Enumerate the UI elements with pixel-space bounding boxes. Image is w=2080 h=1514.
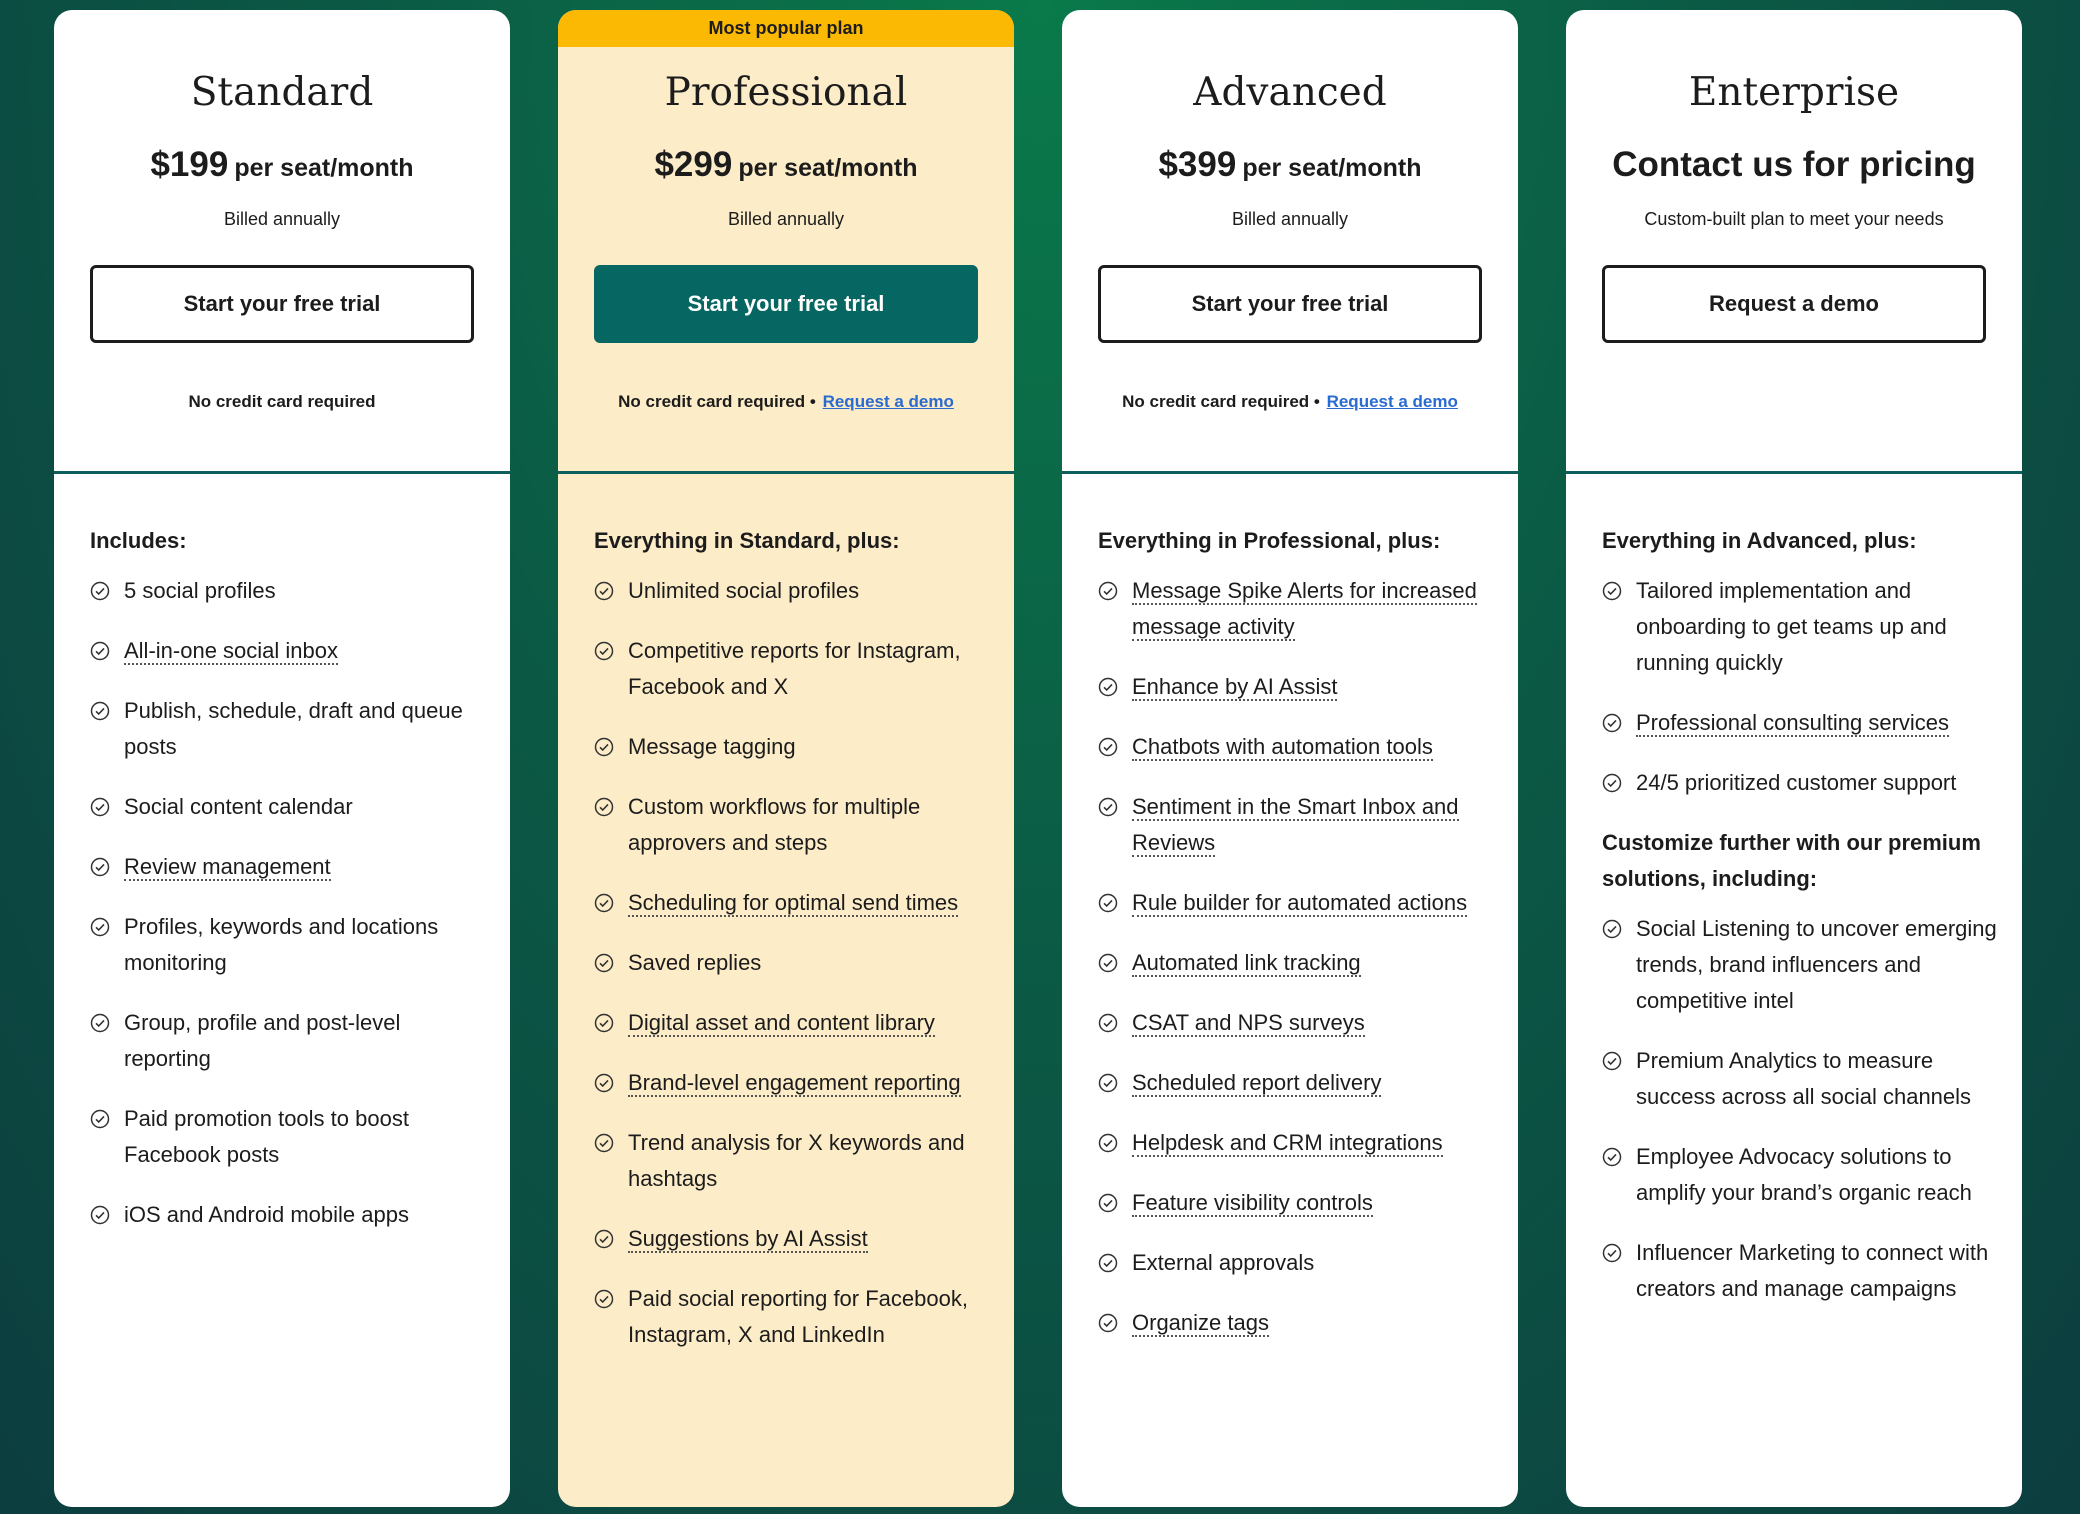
feature-text: Publish, schedule, draft and queue posts — [124, 698, 463, 759]
check-circle-icon — [1098, 1253, 1118, 1273]
request-demo-link[interactable]: Request a demo — [822, 392, 954, 411]
premium-heading: Customize further with our premium solutions, including: — [1602, 830, 1981, 891]
check-circle-icon — [90, 641, 110, 661]
check-circle-icon — [90, 701, 110, 721]
check-circle-icon — [1602, 1147, 1622, 1167]
feature-item — [594, 1065, 994, 1101]
price: $399 — [1158, 145, 1237, 184]
feature-tooltip-link[interactable]: Enhance by AI Assist — [1132, 674, 1338, 699]
start-free-trial-button[interactable]: Start your free trial — [90, 265, 474, 343]
price-line — [1062, 145, 1518, 185]
start-free-trial-button[interactable]: Start your free trial — [1098, 265, 1482, 343]
feature-text: Influencer Marketing to connect with creators and manage campaigns — [1636, 1240, 1989, 1301]
feature-item — [1602, 1043, 2002, 1115]
plan-card-standard — [54, 10, 510, 1507]
feature-text: Premium Analytics to measure success across all social channels — [1636, 1048, 1972, 1109]
plan-header — [1566, 10, 2022, 474]
feature-list — [594, 573, 994, 1353]
feature-list — [1602, 573, 2002, 801]
feature-item — [594, 945, 994, 981]
feature-item — [594, 1221, 994, 1257]
feature-heading: Everything in Professional, plus: — [1098, 528, 1441, 553]
feature-item — [594, 789, 994, 861]
feature-text: Social content calendar — [124, 794, 353, 819]
check-circle-icon — [1098, 581, 1118, 601]
price-line — [54, 145, 510, 185]
check-circle-icon — [90, 917, 110, 937]
feature-item — [1098, 885, 1498, 921]
check-circle-icon — [1602, 919, 1622, 939]
plan-card-enterprise — [1566, 10, 2022, 1507]
feature-item — [1098, 789, 1498, 861]
feature-tooltip-link[interactable]: Brand-level engagement reporting — [628, 1070, 961, 1095]
price-unit: per seat/month — [738, 154, 918, 182]
feature-tooltip-link[interactable]: Digital asset and content library — [628, 1010, 935, 1035]
check-circle-icon — [1098, 1133, 1118, 1153]
feature-list — [90, 573, 490, 1233]
feature-item — [1098, 1305, 1498, 1341]
feature-item — [594, 633, 994, 705]
price: $299 — [654, 145, 733, 184]
no-credit-card-note: No credit card required — [188, 392, 376, 411]
feature-tooltip-link[interactable]: Sentiment in the Smart Inbox and Reviews — [1132, 794, 1459, 855]
feature-item — [1602, 1235, 2002, 1307]
feature-item — [1098, 1185, 1498, 1221]
check-circle-icon — [1602, 773, 1622, 793]
check-circle-icon — [1602, 1243, 1622, 1263]
plan-name: Standard — [190, 70, 374, 115]
check-circle-icon — [1098, 1313, 1118, 1333]
feature-text: Saved replies — [628, 950, 762, 975]
feature-item — [594, 1005, 994, 1041]
check-circle-icon — [90, 1109, 110, 1129]
feature-item — [90, 693, 490, 765]
check-circle-icon — [594, 737, 614, 757]
check-circle-icon — [1602, 1051, 1622, 1071]
feature-tooltip-link[interactable]: Scheduled report delivery — [1132, 1070, 1382, 1095]
check-circle-icon — [1098, 737, 1118, 757]
contact-pricing: Contact us for pricing — [1612, 145, 1976, 184]
feature-item — [90, 849, 490, 885]
feature-text: External approvals — [1132, 1250, 1315, 1275]
no-credit-card-note: No credit card required • — [1122, 392, 1320, 411]
feature-section — [1098, 490, 1498, 1365]
feature-section — [594, 490, 994, 1377]
feature-text: Trend analysis for X keywords and hashtags — [628, 1130, 965, 1191]
feature-item — [1098, 1245, 1498, 1281]
feature-heading: Includes: — [90, 528, 187, 553]
feature-item — [1602, 1139, 2002, 1211]
check-circle-icon — [594, 1073, 614, 1093]
feature-item — [1098, 729, 1498, 765]
feature-item — [1602, 765, 2002, 801]
feature-tooltip-link[interactable]: All-in-one social inbox — [124, 638, 338, 663]
credit-card-note — [558, 392, 1014, 412]
feature-tooltip-link[interactable]: CSAT and NPS surveys — [1132, 1010, 1365, 1035]
feature-item — [594, 573, 994, 609]
feature-item — [90, 1005, 490, 1077]
request-demo-link[interactable]: Request a demo — [1326, 392, 1458, 411]
request-demo-button[interactable]: Request a demo — [1602, 265, 1986, 343]
check-circle-icon — [90, 581, 110, 601]
plan-card-professional — [558, 10, 1014, 1507]
check-circle-icon — [1098, 953, 1118, 973]
feature-item — [594, 1281, 994, 1353]
check-circle-icon — [1602, 713, 1622, 733]
price: $199 — [150, 145, 229, 184]
check-circle-icon — [594, 797, 614, 817]
feature-item — [1602, 911, 2002, 1019]
billing-text: Billed annually — [1231, 209, 1349, 229]
price-line — [558, 145, 1014, 185]
feature-item — [1602, 705, 2002, 741]
feature-tooltip-link[interactable]: Chatbots with automation tools — [1132, 734, 1433, 759]
most-popular-ribbon: Most popular plan — [558, 10, 1014, 47]
check-circle-icon — [594, 581, 614, 601]
feature-list — [1098, 573, 1498, 1341]
feature-text: Custom workflows for multiple approvers and steps — [628, 794, 921, 855]
plan-card-advanced — [1062, 10, 1518, 1507]
feature-item — [90, 1197, 490, 1233]
feature-text: Paid promotion tools to boost Facebook posts — [124, 1106, 409, 1167]
credit-card-note — [1062, 392, 1518, 412]
feature-text: Profiles, keywords and locations monitoring — [124, 914, 439, 975]
feature-tooltip-link[interactable]: Review management — [124, 854, 331, 879]
check-circle-icon — [594, 641, 614, 661]
feature-item — [594, 885, 994, 921]
price-unit: per seat/month — [1242, 154, 1422, 182]
feature-tooltip-link[interactable]: Organize tags — [1132, 1310, 1269, 1335]
feature-text: Tailored implementation and onboarding to get teams up and running quickly — [1636, 578, 1947, 675]
feature-tooltip-link[interactable]: Helpdesk and CRM integrations — [1132, 1130, 1443, 1155]
check-circle-icon — [1098, 893, 1118, 913]
price-line — [1566, 145, 2022, 185]
feature-item — [90, 789, 490, 825]
feature-text: Group, profile and post-level reporting — [124, 1010, 401, 1071]
feature-section — [90, 490, 490, 1257]
feature-heading: Everything in Advanced, plus: — [1602, 528, 1917, 553]
feature-tooltip-link[interactable]: Professional consulting services — [1636, 710, 1950, 735]
feature-item — [1602, 573, 2002, 681]
feature-tooltip-link[interactable]: Scheduling for optimal send times — [628, 890, 959, 915]
feature-text: Paid social reporting for Facebook, Instagram, X and LinkedIn — [628, 1286, 968, 1347]
check-circle-icon — [1098, 1073, 1118, 1093]
feature-item — [1098, 573, 1498, 645]
check-circle-icon — [594, 953, 614, 973]
check-circle-icon — [594, 1013, 614, 1033]
check-circle-icon — [90, 857, 110, 877]
feature-text: Message tagging — [628, 734, 796, 759]
check-circle-icon — [594, 1229, 614, 1249]
feature-item — [1098, 669, 1498, 705]
plan-name: Advanced — [1193, 70, 1387, 115]
premium-feature-list — [1602, 911, 2002, 1307]
billing-text: Custom-built plan to meet your needs — [1644, 209, 1944, 229]
feature-text: Social Listening to uncover emerging trends, brand influencers and competitive intel — [1636, 916, 1997, 1013]
feature-tooltip-link[interactable]: Suggestions by AI Assist — [628, 1226, 868, 1251]
check-circle-icon — [1098, 1193, 1118, 1213]
plan-name: Enterprise — [1688, 70, 1900, 115]
plan-header — [54, 10, 510, 474]
feature-item — [90, 633, 490, 669]
feature-text: iOS and Android mobile apps — [124, 1202, 409, 1227]
check-circle-icon — [1098, 677, 1118, 697]
feature-tooltip-link[interactable]: Feature visibility controls — [1132, 1190, 1373, 1215]
feature-item — [90, 573, 490, 609]
check-circle-icon — [1098, 1013, 1118, 1033]
check-circle-icon — [90, 1013, 110, 1033]
check-circle-icon — [90, 1205, 110, 1225]
feature-text: Employee Advocacy solutions to amplify your brand’s organic reach — [1636, 1144, 1972, 1205]
plan-name: Professional — [664, 70, 908, 115]
feature-item — [1098, 1125, 1498, 1161]
billing-text: Billed annually — [223, 209, 341, 229]
plan-header — [1062, 10, 1518, 474]
feature-text: 24/5 prioritized customer support — [1636, 770, 1957, 795]
check-circle-icon — [594, 1133, 614, 1153]
feature-item — [594, 729, 994, 765]
feature-text: Unlimited social profiles — [628, 578, 860, 603]
feature-item — [1098, 1065, 1498, 1101]
feature-tooltip-link[interactable]: Rule builder for automated actions — [1132, 890, 1468, 915]
plan-header — [558, 10, 1014, 474]
check-circle-icon — [1602, 581, 1622, 601]
feature-item — [90, 1101, 490, 1173]
price-unit: per seat/month — [234, 154, 414, 182]
feature-text: 5 social profiles — [124, 578, 276, 603]
check-circle-icon — [594, 1289, 614, 1309]
feature-item — [1098, 1005, 1498, 1041]
check-circle-icon — [90, 797, 110, 817]
feature-item — [1098, 945, 1498, 981]
feature-item — [90, 909, 490, 981]
start-free-trial-button[interactable]: Start your free trial — [594, 265, 978, 343]
no-credit-card-note: No credit card required • — [618, 392, 816, 411]
check-circle-icon — [594, 893, 614, 913]
feature-tooltip-link[interactable]: Message Spike Alerts for increased message activity — [1132, 578, 1477, 639]
feature-tooltip-link[interactable]: Automated link tracking — [1132, 950, 1361, 975]
feature-text: Competitive reports for Instagram, Facebook and X — [628, 638, 961, 699]
feature-heading: Everything in Standard, plus: — [594, 528, 900, 553]
feature-item — [594, 1125, 994, 1197]
feature-section — [1602, 490, 2002, 1331]
billing-text: Billed annually — [727, 209, 845, 229]
check-circle-icon — [1098, 797, 1118, 817]
